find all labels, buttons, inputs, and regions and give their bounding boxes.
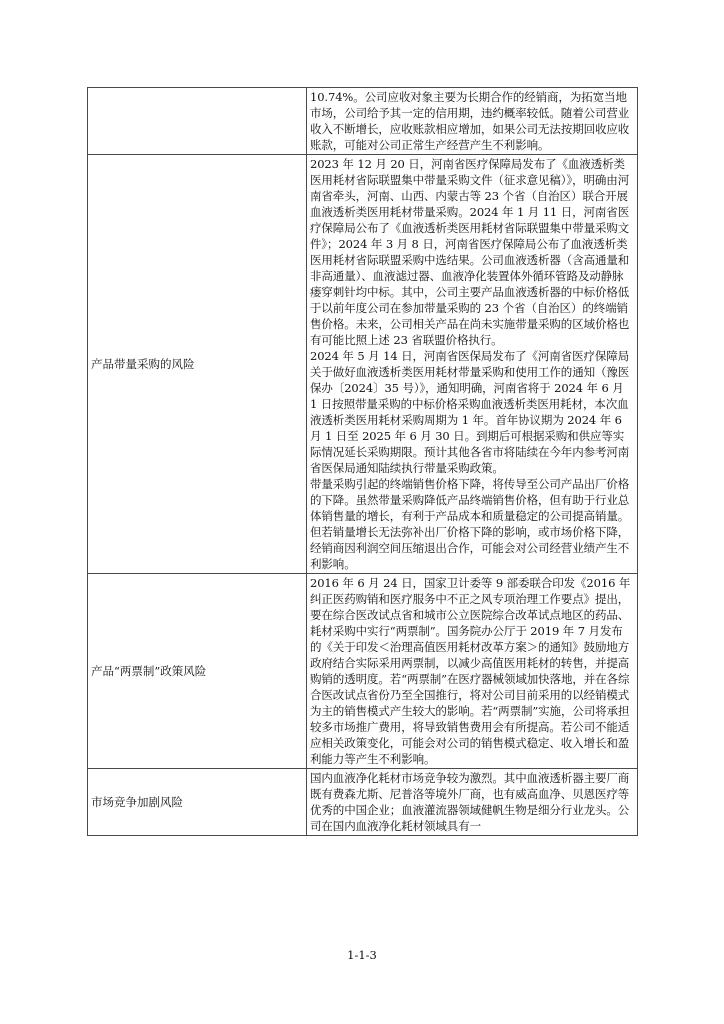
table-row bbox=[88, 769, 638, 836]
risk-content-cell bbox=[307, 155, 638, 574]
paragraph: 2016 年 6 月 24 日，国家卫计委等 9 部委联合印发《2016 年纠正医药购销和医疗服务中不正之风专项治理工作要点》提出，要在综合医改试点省和城市公立医院综合改革试点地区的药品、耗材采购中实行“两票制”。国务院办公厅于 2019 年 7 月发布的《关于印发＜治理高值医用耗材改革方案＞的通知》鼓励地方政府结合实际采用两票制，以减少高值医用耗材的转售，并提高购销的透明度。若“两票制”在医疗器械领域加快落地，并在各综合医改试点省份乃至全国推行，将对公司目前采用的以经销模式为主的销售模式产生较大的影响。若“两票制”实施，公司将承担较多市场推广费用，将导致销售费用会有所提高。若公司不能适应相关政策变化，可能会对公司的销售模式稳定、收入增长和盈利能力等产生不利影响。 bbox=[310, 576, 631, 766]
risk-label-cell: 产品带量采购的风险 bbox=[88, 155, 307, 574]
paragraph: 2023 年 12 月 20 日，河南省医疗保障局发布了《血液透析类医用耗材省际联盟集中带量采购文件（征求意见稿）》，明确由河南省牵头，河南、山西、内蒙古等 23 个省（自治区）联合开展血液透析类医用耗材带量采购。2024 年 1 月 11 日，河南省医疗保障局公布了《血液透析类医用耗材省际联盟集中带量采购文件》；2024 年 3 月 8 日，河南省医疗保障局公布了血液透析类医用耗材省际联盟采购中选结果。公司血液透析器（含高通量和非高通量）、血液滤过器、血液净化装置体外循环管路及动静脉瘘穿刺针均中标。其中，公司主要产品血液透析器的中标价格低于以前年度公司在参加带量采购的 23 个省（自治区）的终端销售价格。未来，公司相关产品在尚未实施带量采购的区域价格也有可能比照上述 23 省联盟价格执行。 bbox=[310, 157, 630, 347]
paragraph: 国内血液净化耗材市场竞争较为激烈。其中血液透析器主要厂商既有费森尤斯、尼普洛等境外厂商，也有威高血净、贝恩医疗等优秀的中国企业；血液灌流器领域健帆生物是细分行业龙头。公司在国内血液净化耗材领域具有一 bbox=[310, 771, 630, 833]
paragraph: 2024 年 5 月 14 日，河南省医保局发布了《河南省医疗保障局关于做好血液透析类医用耗材带量采购和使用工作的通知（豫医保办〔2024〕35 号）》，通知明确，河南省将于 2024 年 6 月 1 日按照带量采购的中标价格采购血液透析类医用耗材，本次血液透析类医用耗材采购周期为 1 年。首年协议期为 2024 年 6 月 1 日至 2025 年 6 月 30 日。到期后可根据采购和供应等实际情况延长采购期限。预计其他各省市将陆续在今年内参考河南省医保局通知陆续执行带量采购政策。 bbox=[310, 349, 630, 475]
table-row bbox=[88, 88, 638, 155]
risk-content-cell bbox=[307, 574, 638, 769]
risk-label-cell: 产品“两票制”政策风险 bbox=[88, 574, 307, 769]
risk-table bbox=[87, 87, 638, 836]
risk-label-cell: 市场竞争加剧风险 bbox=[88, 769, 307, 836]
risk-content-cell bbox=[307, 769, 638, 836]
risk-label-cell bbox=[88, 88, 307, 155]
table-row bbox=[88, 155, 638, 574]
risk-content-cell bbox=[307, 88, 638, 155]
page-number: 1-1-3 bbox=[347, 948, 377, 962]
table-row bbox=[88, 574, 638, 769]
paragraph: 10.74%。公司应收对象主要为长期合作的经销商，为拓宽当地市场，公司给予其一定的信用期，违约概率较低。随着公司营业收入不断增长，应收账款相应增加，如果公司无法按期回收应收账款，可能对公司正常生产经营产生不利影响。 bbox=[310, 90, 630, 152]
paragraph: 带量采购引起的终端销售价格下降，将传导至公司产品出厂价格的下降。虽然带量采购降低产品终端销售价格，但有助于行业总体销售量的增长，有利于产品成本和质量稳定的公司提高销量。但若销量增长无法弥补出厂价格下降的影响，或市场价格下降，经销商因利润空间压缩退出合作，可能会对公司经营业绩产生不利影响。 bbox=[310, 477, 630, 571]
